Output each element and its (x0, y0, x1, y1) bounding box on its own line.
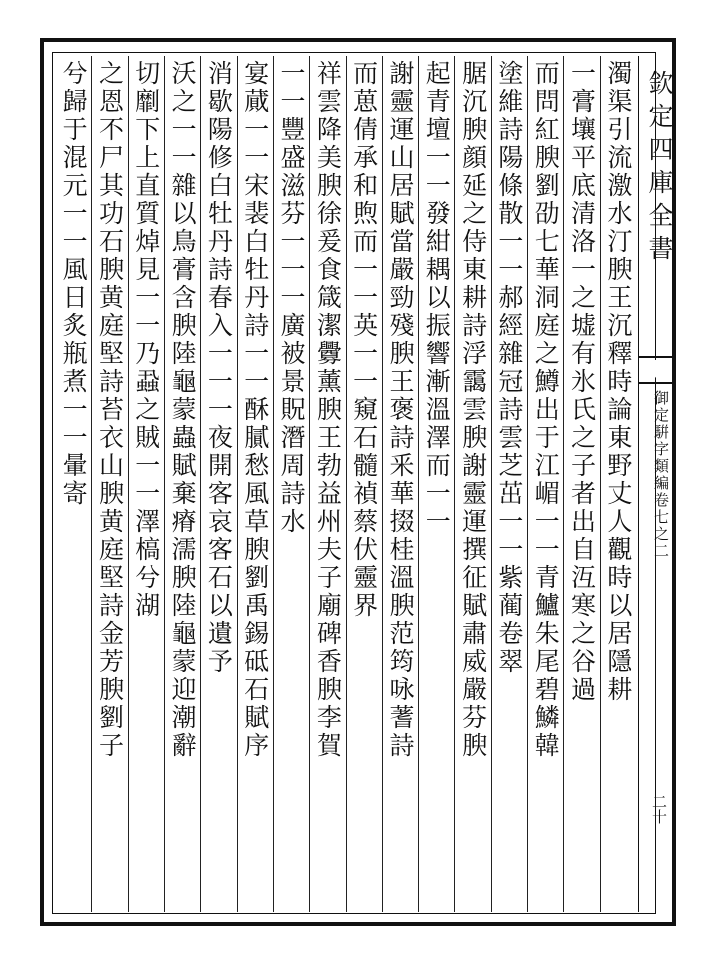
text-block (56, 56, 636, 912)
text-column-11: 宴蕆一一宋裴白牡丹詩一一酥膩愁風草腴劉禹錫砥石賦序 (237, 56, 273, 912)
page-number: 二十 (650, 794, 668, 824)
text-column-9: 祥雲降美腴徐爰食箴潔釁薰腴王勃益州夫子廟碑香腴李賀 (309, 56, 345, 912)
text-column-14: 切劘下上直質焯見一一乃蝨之賊一一澤槁兮湖 (128, 56, 164, 912)
text-column-4: 塗維詩陽條散一一郝經雜冠詩雲芝茁一一紫蔺卷翠 (491, 56, 527, 912)
text-column-1: 濁渠引流激水汀腴王沉釋時論東野丈人觀時以居隱耕 (600, 56, 636, 912)
text-column-10: 一一豐盛滋芬一一一廣被景貺潛周詩水 (273, 56, 309, 912)
text-column-3: 而問紅腴劉劭七華洞庭之鱒出于江嵋一一青鱸朱尾碧鱗韓 (527, 56, 563, 912)
book-title: 欽定四庫全書 (645, 70, 674, 268)
text-column-7: 謝靈運山居賦當嚴勁殘腴王褒詩釆華掇桂溫腴范筠咏蓍詩 (382, 56, 418, 912)
chapter-label: 御定騈字類編卷七之二 (652, 390, 670, 560)
text-column-5: 腒沉腴顔延之侍東耕詩浮靄雲腴謝靈運撰征賦肅威嚴芬腴 (454, 56, 490, 912)
text-column-2: 一膏壤平底清洛一之墟有氷氏之子者出自沍寒之谷過 (563, 56, 599, 912)
text-column-15: 之恩不尸其功石腴黄庭堅詩苔衣山腴黄庭堅詩金芳腴劉子 (91, 56, 127, 912)
text-column-13: 沃之一一雜以鳥膏含腴陸龜蒙蟲賦棄瘠濡腴陸龜蒙迎潮辭 (164, 56, 200, 912)
text-column-6: 起青壇一一發紺耦以振響漸溫澤而一一 (418, 56, 454, 912)
page-header-column (638, 56, 676, 912)
text-column-16: 兮歸于混元一一風日炙瓶煮一一暈寄 (59, 60, 89, 508)
text-column-8: 而葸倩承和煦而一一英一一窺石髓禎蔡伏靈界 (346, 56, 382, 912)
fish-tail-mark (638, 356, 676, 384)
text-column-12: 消歇陽修白牡丹詩春入一一一夜開客哀客石以遺予 (200, 56, 236, 912)
